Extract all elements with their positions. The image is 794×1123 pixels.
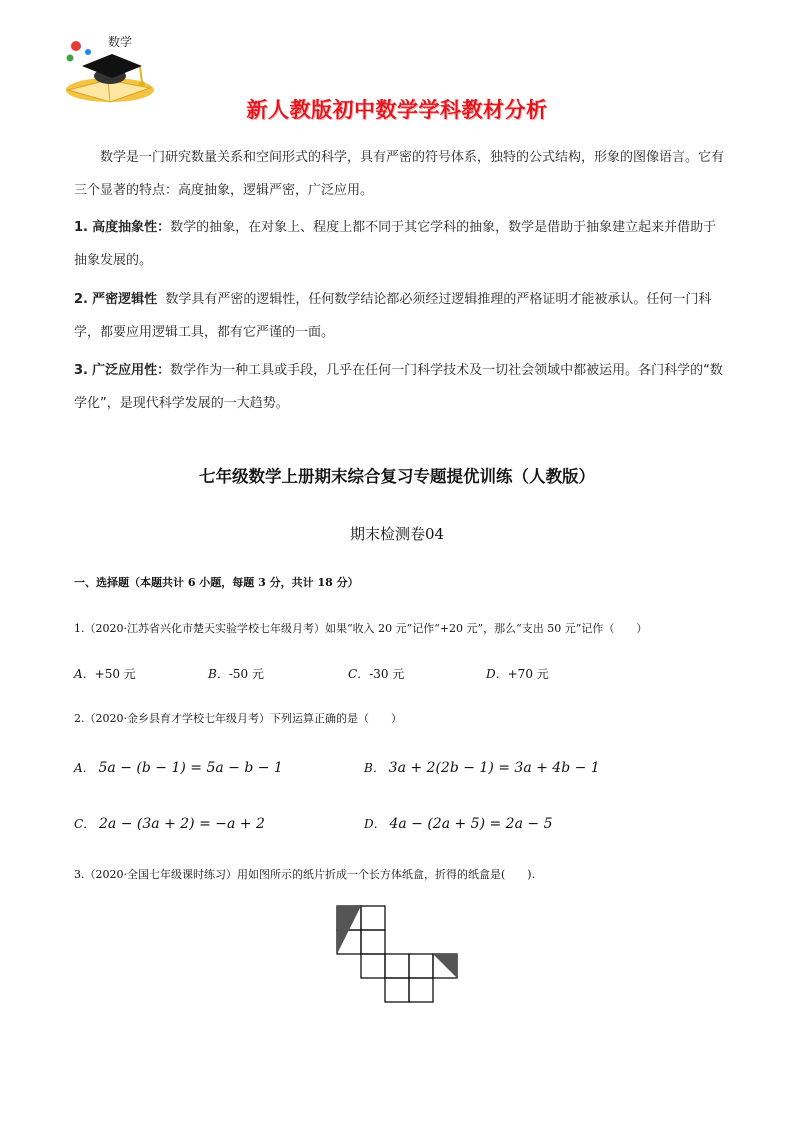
- option-text: +50 元: [94, 667, 136, 681]
- question-2-option-a: [74, 759, 283, 776]
- option-formula: 3a + 2(2b − 1) = 3a + 4b − 1: [388, 760, 600, 776]
- option-label: B．: [364, 761, 385, 775]
- point-3-number: 3.: [74, 363, 88, 378]
- point-3-body: 数学作为一种工具或手段，几乎在任何一门科学技术及一切社会领域中都被运用。各门科学的“数学化”，是现代科学发展的一大趋势。: [74, 363, 723, 411]
- question-1-option-b: [208, 665, 264, 682]
- option-label: A．: [74, 667, 95, 681]
- point-2-number: 2.: [74, 292, 88, 307]
- question-3-stem: 3.（2020·全国七年级课时练习）用如图所示的纸片折成一个长方体纸盒，折得的纸盒是( ).: [74, 868, 536, 881]
- option-text: -50 元: [228, 667, 264, 681]
- question-2-option-b: [364, 759, 600, 776]
- part-heading: 一、选择题（本题共计 6 小题，每题 3 分，共计 18 分）: [74, 576, 359, 589]
- section-title: 七年级数学上册期末综合复习专题提优训练（人教版）: [199, 467, 595, 486]
- box-net-figure: [336, 905, 462, 1013]
- logo-label: 数学: [108, 35, 133, 49]
- option-label: A．: [74, 761, 95, 775]
- question-2-option-d: [364, 815, 552, 832]
- intro-paragraph: 数学是一门研究数量关系和空间形式的科学，具有严密的符号体系，独特的公式结构，形象的图像语言。它有三个显著的特点：高度抽象，逻辑严密，广泛应用。: [74, 150, 725, 198]
- question-1-option-a: [74, 665, 136, 682]
- option-label: C．: [74, 817, 96, 831]
- point-3: [74, 354, 724, 420]
- point-1-number: 1.: [74, 220, 88, 235]
- option-label: D．: [364, 817, 386, 831]
- point-1-head: 高度抽象性：: [92, 220, 171, 235]
- question-2-option-c: [74, 815, 265, 832]
- option-formula: 4a − (2a + 5) = 2a − 5: [389, 816, 553, 832]
- option-label: C．: [348, 667, 370, 681]
- option-label: D．: [486, 667, 508, 681]
- option-text: +70 元: [507, 667, 549, 681]
- option-text: -30 元: [369, 667, 405, 681]
- option-label: B．: [208, 667, 229, 681]
- question-2-stem: 2.（2020·金乡县育才学校七年级月考）下列运算正确的是（ ）: [74, 712, 402, 725]
- option-formula: 2a − (3a + 2) = −a + 2: [99, 816, 265, 832]
- page-title: 新人教版初中数学学科教材分析: [246, 98, 548, 122]
- point-1: [74, 211, 724, 277]
- point-3-head: 广泛应用性：: [92, 363, 171, 378]
- question-1-stem: 1.（2020·江苏省兴化市楚天实验学校七年级月考）如果“收入 20 元”记作“+20 元”，那么“支出 50 元”记作（ ）: [74, 622, 648, 635]
- point-1-body: 数学的抽象，在对象上、程度上都不同于其它学科的抽象，数学是借助于抽象建立起来并借助于抽象发展的。: [74, 220, 717, 268]
- point-2: [74, 283, 724, 349]
- point-2-body: 数学具有严密的逻辑性，任何数学结论都必须经过逻辑推理的严格证明才能被承认。任何一门科学，都要应用逻辑工具，都有它严谨的一面。: [74, 292, 712, 340]
- option-formula: 5a − (b − 1) = 5a − b − 1: [98, 760, 283, 776]
- point-2-head: 严密逻辑性: [92, 292, 158, 307]
- question-1-option-c: [348, 665, 404, 682]
- exam-sub-title: 期末检测卷04: [349, 525, 445, 543]
- question-1-option-d: [486, 665, 549, 682]
